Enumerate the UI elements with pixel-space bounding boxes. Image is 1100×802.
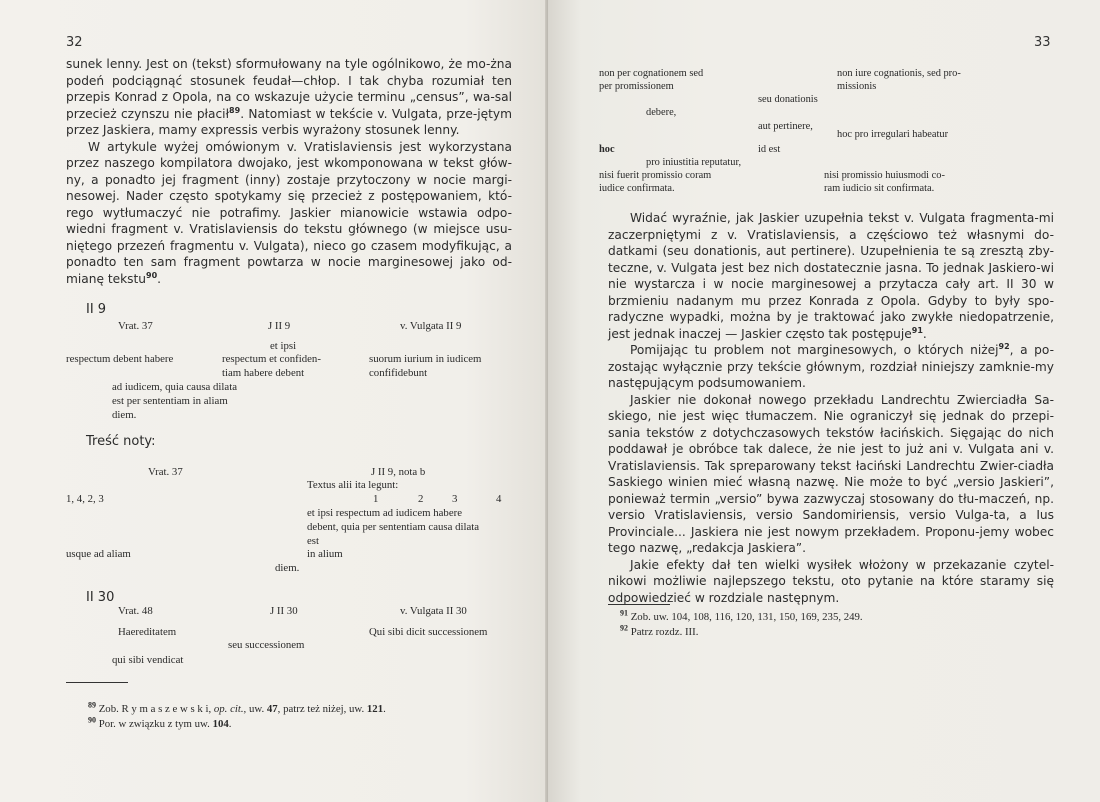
latin-text: qui sibi vendicat [112,654,184,666]
latin-text: debere, [646,107,677,118]
latin-text: est [307,535,319,547]
column-header: J II 9, nota b [371,466,426,478]
latin-text: ad iudicem, quia causa dilata [112,381,238,393]
column-header: Vrat. 37 [148,466,183,478]
latin-text: suorum iurium in iudicem [369,353,482,365]
latin-text: et ipsi [270,340,297,352]
page-number-left: 32 [66,35,83,50]
paragraph-text: , a po-zostając wyłącznie przy tekście głównym, rozdział niniejszy zamknie-my następującym podsumowaniem. [608,343,1054,390]
column-header: v. Vulgata II 9 [400,320,462,332]
note-number: 3 [452,493,458,505]
footnote-ref[interactable]: 89 [229,105,241,115]
latin-text: aut pertinere, [758,121,813,132]
latin-text: tiam habere debent [222,367,305,379]
footnote-text: . [383,703,386,715]
footnote [620,623,699,638]
paragraph: Jaskier nie dokonał nowego przekładu Landrechtu Zwierciadła Sa-skiego, nie jest więc tłumaczem. Nie ograniczył się jednak do przepi-sania tekstów z dotychczasowych tekstów łacińskich. Sięgając do nich poddawał je obróbce tak dalece, że nie jest to już ani v. Vulgata ani v. Vratislaviensis. Tak spreparowany tekst łaciński Landrechtu Zwier-ciadła Saskiego winien mieć własną nazwę. Nie może to być „versio Jaskieri”, ponieważ termin „versio” bywa zazwyczaj stosowany do tłu-maczeń, np. versio Vratislaviensis, versio Sandomiriensis, versio Vulga-ta, a Ius Provinciale... Jaskiera nie jest nowym przekładem. Proponu-jemy wobec tego nazwę, „redakcja Jaskiera”. [608,392,1054,555]
right-body-text [608,210,1054,606]
note-sequence: 1, 4, 2, 3 [66,493,104,505]
latin-text: diem. [275,562,300,574]
latin-text: seu donationis [758,94,818,105]
footnote-author: R y m a s z e w s k i, [121,703,212,715]
paragraph-text: . [157,271,162,286]
footnote-ref-number: 47 [266,703,278,715]
footnote [88,700,386,715]
paragraph-text: Widać wyraźnie, jak Jaskier uzupełnia tekst v. Vulgata fragmenta-mi zaczerpniętymi z v. Vratislaviensis, a częściowo też własnymi do-datkami (seu donationis, aut pertinere). Uzupełnienia te są zresztą zby-teczne, v. Vulgata jest bez nich dostatecznie jasna. To jednak Jaskiero-wi nie wystarcza i w nocie marginesowej a przytacza cały art. II 30 w brzmieniu nadanym mu przez Konrada z Opola. Gdyby to były spo-radyczne wypadki, można by je traktować jako zwykłe niedopatrzenie, jest jednak inaczej — Jaskier często tak postępuje [608,211,1054,341]
footnote-number: 89 [88,700,96,710]
latin-text: nisi fuerit promissio coram [599,170,712,181]
latin-text: diem. [112,409,137,421]
paragraph-text: sunek lenny. Jest on (tekst) sformułowany na tyle ogólnikowo, że mo-żna podeń podciągnąć stosunek feudał—chłop. I tak chyba rozumiał ten przepis Konrad z Opola, na co wskazuje użycie terminu „census”, wa-sal przecież czynszu nie płacił [66,57,512,121]
note-number: 4 [496,493,502,505]
footnote-number: 91 [620,608,628,618]
right-page [548,0,1100,802]
paragraph-text: W artykule wyżej omówionym v. Vratislaviensis jest wykorzystana przez naszego kompilatora dwojako, jest wkomponowana w tekst głów-ny, a ponadto jej fragment (inny) zostaje przytoczony w nocie margi-nesowej. Nader często spotykamy się przecież z postępowaniem, któ-rego wytłumaczyć nie potrafimy. Jaskier mianowicie wstawia odpo-wiedni fragment v. Vratislaviensis do tekstu głównego (w miejsce usu-niętego przezeń fragmentu v. Vulgata), nieco go czasem modyfikując, a ponadto ten sam fragment powtarza w nocie marginesowej jako od-mianę tekstu [66,139,512,286]
paragraph [66,56,512,139]
footnote-divider [66,682,128,683]
latin-text: pro iniustitia reputatur, [646,157,742,168]
paragraph-text: Pomijając tu problem not marginesowych, o których niżej [630,343,999,357]
note-number: 2 [418,493,424,505]
footnote-number: 90 [88,715,96,725]
latin-text: iudice confirmata. [599,183,675,194]
latin-text: et ipsi respectum ad iudicem habere [307,507,462,519]
latin-text: confifidebunt [369,367,428,379]
column-header: J II 30 [270,605,298,617]
latin-text: missionis [837,81,877,92]
latin-text: Textus alii ita legunt: [307,479,399,491]
footnote-ref-number: 121 [366,703,384,715]
footnote-text: Zob. [98,703,122,715]
footnote-text: . [228,718,232,730]
latin-text: Qui sibi dicit successionem [369,626,488,638]
footnote-text: Patrz rozdz. III. [630,626,699,638]
footnote-text: Zob. uw. 104, 108, 116, 120, 131, 150, 169, 235, 249. [630,611,863,623]
latin-text: per promissionem [599,81,674,92]
footnote-text: uw. [248,703,267,715]
latin-text: usque ad aliam [66,548,131,560]
note-number: 1 [373,493,379,505]
paragraph: Jakie efekty dał ten wielki wysiłek włożony w przekazanie czytel-nikowi możliwie najlepszego tekstu, oto pytanie na które staramy się odpowiedzieć w rozdziale następnym. [608,557,1054,605]
latin-text: debent, quia per sententiam causa dilata [307,521,480,533]
left-page [0,0,548,802]
footnote [620,608,863,623]
paragraph [608,342,1054,392]
footnote-ref[interactable]: 91 [911,325,923,335]
latin-text: respectum debent habere [66,353,174,365]
paragraph-text: . Natomiast w tekście v. Vulgata, prze-jętym przez Jaskiera, mamy expressis verbis wyrażony stosunek lenny. [66,106,512,137]
notes-heading: Treść noty: [86,434,156,449]
section-heading: II 9 [86,302,107,317]
paragraph-text: . [922,326,927,341]
page-number-right: 33 [1034,35,1051,50]
footnote-divider [608,604,670,605]
latin-text: non per cognationem sed [599,68,704,79]
latin-text: in alium [307,548,343,560]
latin-text: hoc [599,144,615,155]
footnote-ref[interactable]: 90 [146,270,158,280]
footnote-text: op. cit., [211,703,249,715]
footnote-text: , patrz też niżej, uw. [277,703,367,715]
latin-text: est per sententiam in aliam [112,395,228,407]
footnote-ref[interactable]: 92 [998,341,1010,351]
latin-text: hoc pro irregulari habeatur [837,129,949,140]
column-header: Vrat. 48 [118,605,153,617]
paragraph [66,139,512,288]
latin-text: id est [758,144,781,155]
latin-text: ram iudicio sit confirmata. [824,183,935,194]
footnote-ref-number: 104 [212,718,229,730]
latin-text: non iure cognationis, sed pro- [837,68,961,79]
latin-text: respectum et confiden- [222,353,321,365]
latin-text: Haereditatem [118,626,177,638]
column-header: J II 9 [268,320,291,332]
footnote-number: 92 [620,623,628,633]
column-header: v. Vulgata II 30 [400,605,467,617]
latin-text: nisi promissio huiusmodi co- [824,170,945,181]
left-body-text [66,56,512,287]
footnote [88,715,232,730]
paragraph [608,210,1054,342]
footnote-text: Por. w związku z tym uw. [98,718,213,730]
column-header: Vrat. 37 [118,320,153,332]
latin-text: seu successionem [228,639,305,651]
section-heading: II 30 [86,590,115,605]
